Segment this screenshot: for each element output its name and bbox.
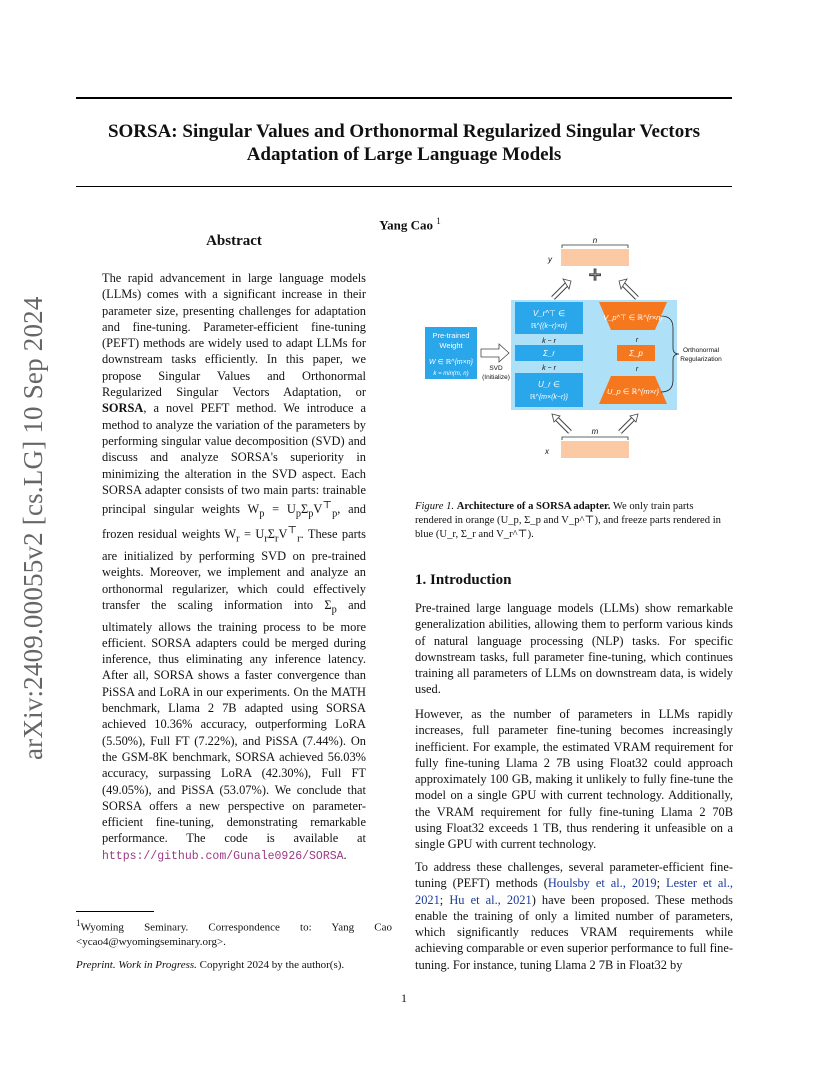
math-sub: p [308,508,314,520]
sigma-p-label: Σ_p [629,349,643,358]
figure-architecture [415,232,733,462]
preprint-text: Copyright 2024 by the author(s). [196,959,345,971]
author-name: Yang Cao [379,217,434,233]
ortho-label-1: Orthonormal [682,347,720,354]
footnote-rule [76,911,154,912]
author [340,216,480,233]
footnote-mark: 1 [76,918,81,928]
citation-link[interactable]: Lester et al., 2021 [415,876,734,907]
label-y: y [548,255,552,264]
math-sub: p [295,508,302,520]
math-sup: ⊤ [322,500,333,512]
arrow-up-left-icon [553,284,567,298]
svd-label-2: (Initialize) [482,374,510,381]
abstract-text: Σ [301,502,309,517]
caption-text: We only train parts rendered in orange (U_p, Σ_p and V_p^⊤), and freeze parts rendered in blue (U_r, Σ_r and V_r^⊤). [415,501,721,540]
footnote-text: Wyoming Seminary. Correspondence to: Yang Cao <ycao4@wyomingseminary.org>. [76,921,392,948]
up-label: U_p ∈ ℝ^{m×r} [606,387,660,396]
abstract-heading: Abstract [206,233,262,249]
figure-caption [415,500,733,542]
math-sub: r [264,533,268,545]
math-sub: p [331,604,337,616]
citation-link[interactable]: Houlsby et al., 2019 [547,876,657,891]
ur-label-1: U_r ∈ [537,380,561,389]
label-m: m [591,427,599,436]
abstract-text: V [278,527,288,542]
intro-text: To address these challenges, several parameter-efficient fine-tuning (PEFT) methods ( [415,860,733,891]
preprint-italic: Preprint. Work in Progress. [76,959,197,971]
bracket-n [562,245,628,248]
intro-text: ; [656,876,667,891]
ortho-label-2: Regularization [680,356,722,363]
arxiv-identifier: arXiv:2409.00055v2 [cs.LG] 10 Sep 2024 [18,296,48,760]
abstract-text: = U [264,502,296,517]
label-kmr-bottom: k − r [542,365,556,372]
label-r-bottom: r [635,366,639,373]
abstract-sorsa-term: SORSA [102,401,144,416]
citation-link[interactable]: Hu et al., 2021 [449,892,532,907]
math-sup: ⊤ [287,525,298,537]
abstract-text: . These parts are initialized by performing SVD on pre-trained weights. Moreover, we implement and analyze an orthonormal regularizer, which could effectively transfer the scaling information into Σ [102,527,366,612]
abstract-text: The rapid advancement in large language models (LLMs) comes with a significant increase in their parameter size, presenting challenges for adaptation and fine-tuning. Parameter-efficient fine-tuning (PEFT) methods are widely used to adapt LLMs for downstream tasks efficiently. In this paper, we propose Singular Values and Orthonormal Regularized Singular Vectors Adaptation, or [102,271,366,400]
intro-paragraph-1: Pre-trained large language models (LLMs) show remarkable generalization abilities, allowing them to perform various kinds of natural language processing (NLP) tasks. For specific downstream tasks, full parameter fine-tuning, which continues training all parameters of LLMs on downstream data, is widely used. [415,601,733,697]
pretrained-formula-1: W ∈ ℝ^{m×n} [429,359,473,366]
sigma-r-label: Σ_r [543,349,555,358]
intro-text: ) have been proposed. These methods enable the training of only a limited number of parameters, which significantly reduces VRAM requirements while achieving comparable or even superior performance to full fine-tuning. For instance, tuning Llama 2 7B in Float32 by [415,892,734,972]
author-affiliation-mark: 1 [436,216,441,226]
svd-label-1: SVD [489,365,503,372]
title-line-1: SORSA: Singular Values and Orthonormal Regularized Singular Vectors [107,121,701,142]
label-r-top: r [635,337,639,344]
math-sub: r [236,533,240,545]
input-x-block [561,441,629,458]
caption-label: Figure 1. [415,501,455,512]
math-sub: r [275,533,279,545]
paper-title [76,120,732,166]
math-sub: p [332,508,338,520]
plus-icon: + [588,262,602,287]
vp-label: V_p^⊤ ∈ ℝ^{r×n} [603,313,663,322]
pretrained-formula-2: k = min(m, n) [433,371,469,377]
preprint-notice [76,959,392,971]
ur-block [515,373,583,407]
vr-label-1: V_r^⊤ ∈ [532,309,566,318]
code-link[interactable]: https://github.com/Gunale0926/SORSA [102,849,344,863]
abstract-text: V [313,502,323,517]
title-rule-bottom [76,186,732,187]
abstract-text: , a novel PEFT method. We introduce a method to analyze the variation of the parameters by performing singular value decomposition (SVD) and discuss and analyze SORSA's superiority in minimizing the alteration in the SVD aspect. Each SORSA adapter consists of two main parts: trainable principal singular weights W [102,401,366,517]
pretrained-label-1: Pre-trained [432,331,470,340]
ur-label-2: ℝ^{m×(k−r)} [529,394,569,401]
page-number: 1 [401,991,407,1005]
section-heading-introduction: 1. Introduction [415,572,512,588]
intro-paragraph-3 [415,859,733,973]
abstract-text: Σ [267,527,276,542]
svd-arrow-icon [481,344,509,362]
label-n: n [592,236,598,245]
abstract-text: . [343,847,347,862]
math-sub: r [297,533,301,545]
footnote [76,916,392,949]
abstract-text: = U [239,527,265,542]
label-x: x [545,447,549,456]
title-rule-top [76,97,732,99]
intro-paragraph-2: However, as the number of parameters in LLMs rapidly increases, full parameter fine-tuning becomes increasingly inefficient. For example, the estimated VRAM requirement for fully fine-tuning Llama 2 7B using Float32 could approach approximately 100 GB, making it unlikely to fully fine-tune the model on a single GPU with current technology. Additionally, the VRAM requirement for fully fine-tuning Llama 2 70B using Float32 exceeds 1 TB, thus rendering it unfeasible on a single GPU with current technology. [415,707,733,852]
vr-label-2: ℝ^{(k−r)×n} [530,323,568,330]
title-line-2: Adaptation of Large Language Models [246,144,562,165]
intro-text: ; [439,892,450,907]
bracket-m [562,437,628,440]
label-kmr-top: k − r [542,338,556,345]
math-sub: p [259,508,265,520]
pretrained-label-2: Weight [439,341,463,350]
abstract-text: , and frozen residual weights W [102,502,366,542]
abstract-body [102,270,366,865]
caption-title: Architecture of a SORSA adapter. [456,501,611,512]
abstract-text: and ultimately allows the training process to be more efficient. SORSA adapters could be merged during inference, thus eliminating any inference latency. After all, SORSA shows a faster convergence than PiSSA and LoRA in our experiments. On the MATH benchmark, Llama 2 7B adapted using SORSA achieved 10.36% accuracy, outperforming LoRA (5.50%), Full FT (7.22%), and PiSSA (7.44%). On the GSM-8K benchmark, SORSA achieved 56.03% accuracy, surpassing LoRA (42.30%), Full FT (49.05%), and PiSSA (53.07%). We conclude that SORSA offers a new perspective on parameter-efficient fine-tuning, demonstrating remarkable performance. The code is available at [102,597,366,846]
